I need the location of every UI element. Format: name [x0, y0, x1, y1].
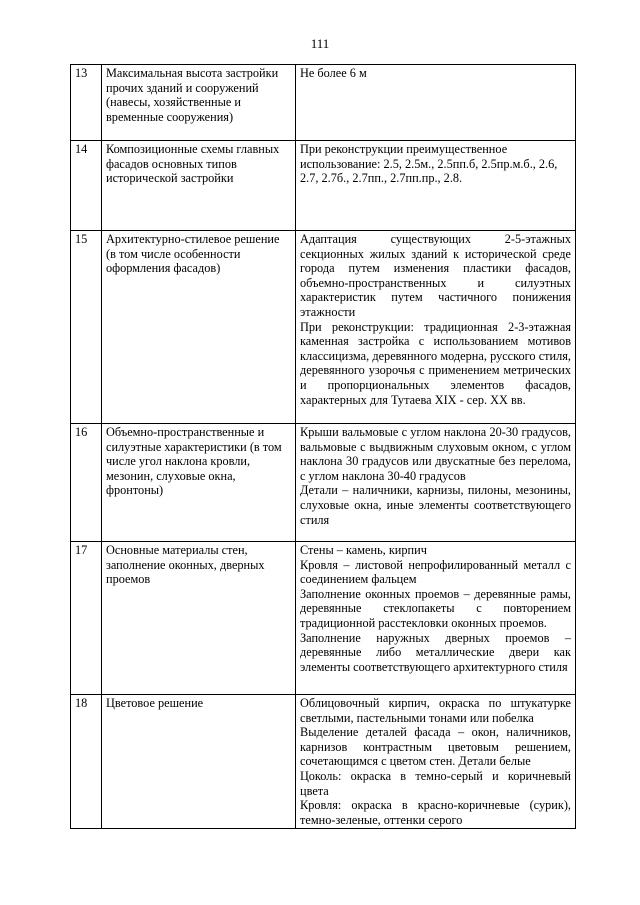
table-row [71, 542, 576, 695]
table-row [71, 231, 576, 424]
row-number: 13 [71, 65, 102, 141]
value-paragraph: Крыши вальмовые с углом наклона 20-30 градусов, вальмовые с выдвижным слуховым окном, с углом наклона 30 градусов или двускатные без перелома, с углом наклона 30-40 градусов [300, 425, 571, 483]
value-paragraph: Детали – наличники, карнизы, пилоны, мезонины, слуховые окна, иные элементы соответствующего стиля [300, 483, 571, 527]
parameter-value [296, 424, 576, 542]
value-paragraph: Адаптация существующих 2-5-этажных секционных жилых зданий к исторической среде города путем изменения пластики фасадов, объемно-пространственных и силуэтных характеристик путем частичного понижения этажности [300, 232, 571, 319]
table-row [71, 424, 576, 542]
value-paragraph: Стены – камень, кирпич [300, 543, 427, 557]
table-row [71, 695, 576, 829]
row-number: 15 [71, 231, 102, 424]
value-paragraph: Кровля: окраска в красно-коричневые (сурик), темно-зеленые, оттенки серого [300, 798, 571, 827]
table-body [71, 65, 576, 829]
parameter-name: Максимальная высота застройки прочих зданий и сооружений (навесы, хозяйственные и временные сооружения) [102, 65, 296, 141]
value-paragraph: Заполнение оконных проемов – деревянные рамы, деревянные стеклопакеты с повторением традиционной расстекловки оконных проемов. [300, 586, 571, 630]
value-paragraph: При реконструкции преимущественное использование: 2.5, 2.5м., 2.5пп.б, 2.5пр.м.б., 2.6, 2.7, 2.7б., 2.7пп., 2.7пп.пр., 2.8. [300, 142, 558, 186]
row-number: 17 [71, 542, 102, 695]
row-number: 14 [71, 141, 102, 231]
value-paragraph: При реконструкции: традиционная 2-3-этажная каменная застройка с использованием мотивов классицизма, деревянного модерна, русского стиля, деревянного узорочья с применением метрических и пропорциональных элементов фасадов, характерных для Тутаева XIX - сер. XX вв. [300, 319, 571, 407]
parameter-value [296, 695, 576, 829]
value-paragraph: Облицовочный кирпич, окраска по штукатурке светлыми, пастельными тонами или побелка [300, 696, 571, 725]
row-number: 18 [71, 695, 102, 829]
row-number: 16 [71, 424, 102, 542]
parameter-value [296, 141, 576, 231]
regulations-table [70, 64, 576, 829]
table-row [71, 65, 576, 141]
parameter-name: Основные материалы стен, заполнение оконных, дверных проемов [102, 542, 296, 695]
parameter-value [296, 231, 576, 424]
parameter-name: Цветовое решение [102, 695, 296, 829]
value-paragraph: Кровля – листовой непрофилированный металл с соединением фальцем [300, 557, 571, 587]
value-paragraph: Заполнение наружных дверных проемов – деревянные либо металлические двери как элементы соответствующего архитектурного стиля [300, 630, 571, 674]
parameter-name: Композиционные схемы главных фасадов основных типов исторической застройки [102, 141, 296, 231]
parameter-name: Объемно-пространственные и силуэтные характеристики (в том числе угол наклона кровли, мезонин, слуховые окна, фронтоны) [102, 424, 296, 542]
parameter-name: Архитектурно-стилевое решение (в том числе особенности оформления фасадов) [102, 231, 296, 424]
page-number: 111 [310, 36, 330, 51]
parameter-value [296, 65, 576, 141]
parameter-value [296, 542, 576, 695]
value-paragraph: Выделение деталей фасада – окон, наличников, карнизов контрастным цветовым решением, сочетающимся с цветом стен. Детали белые [300, 725, 571, 769]
value-paragraph: Не более 6 м [300, 66, 367, 80]
value-paragraph: Цоколь: окраска в темно-серый и коричневый цвета [300, 768, 571, 798]
table-row [71, 141, 576, 231]
